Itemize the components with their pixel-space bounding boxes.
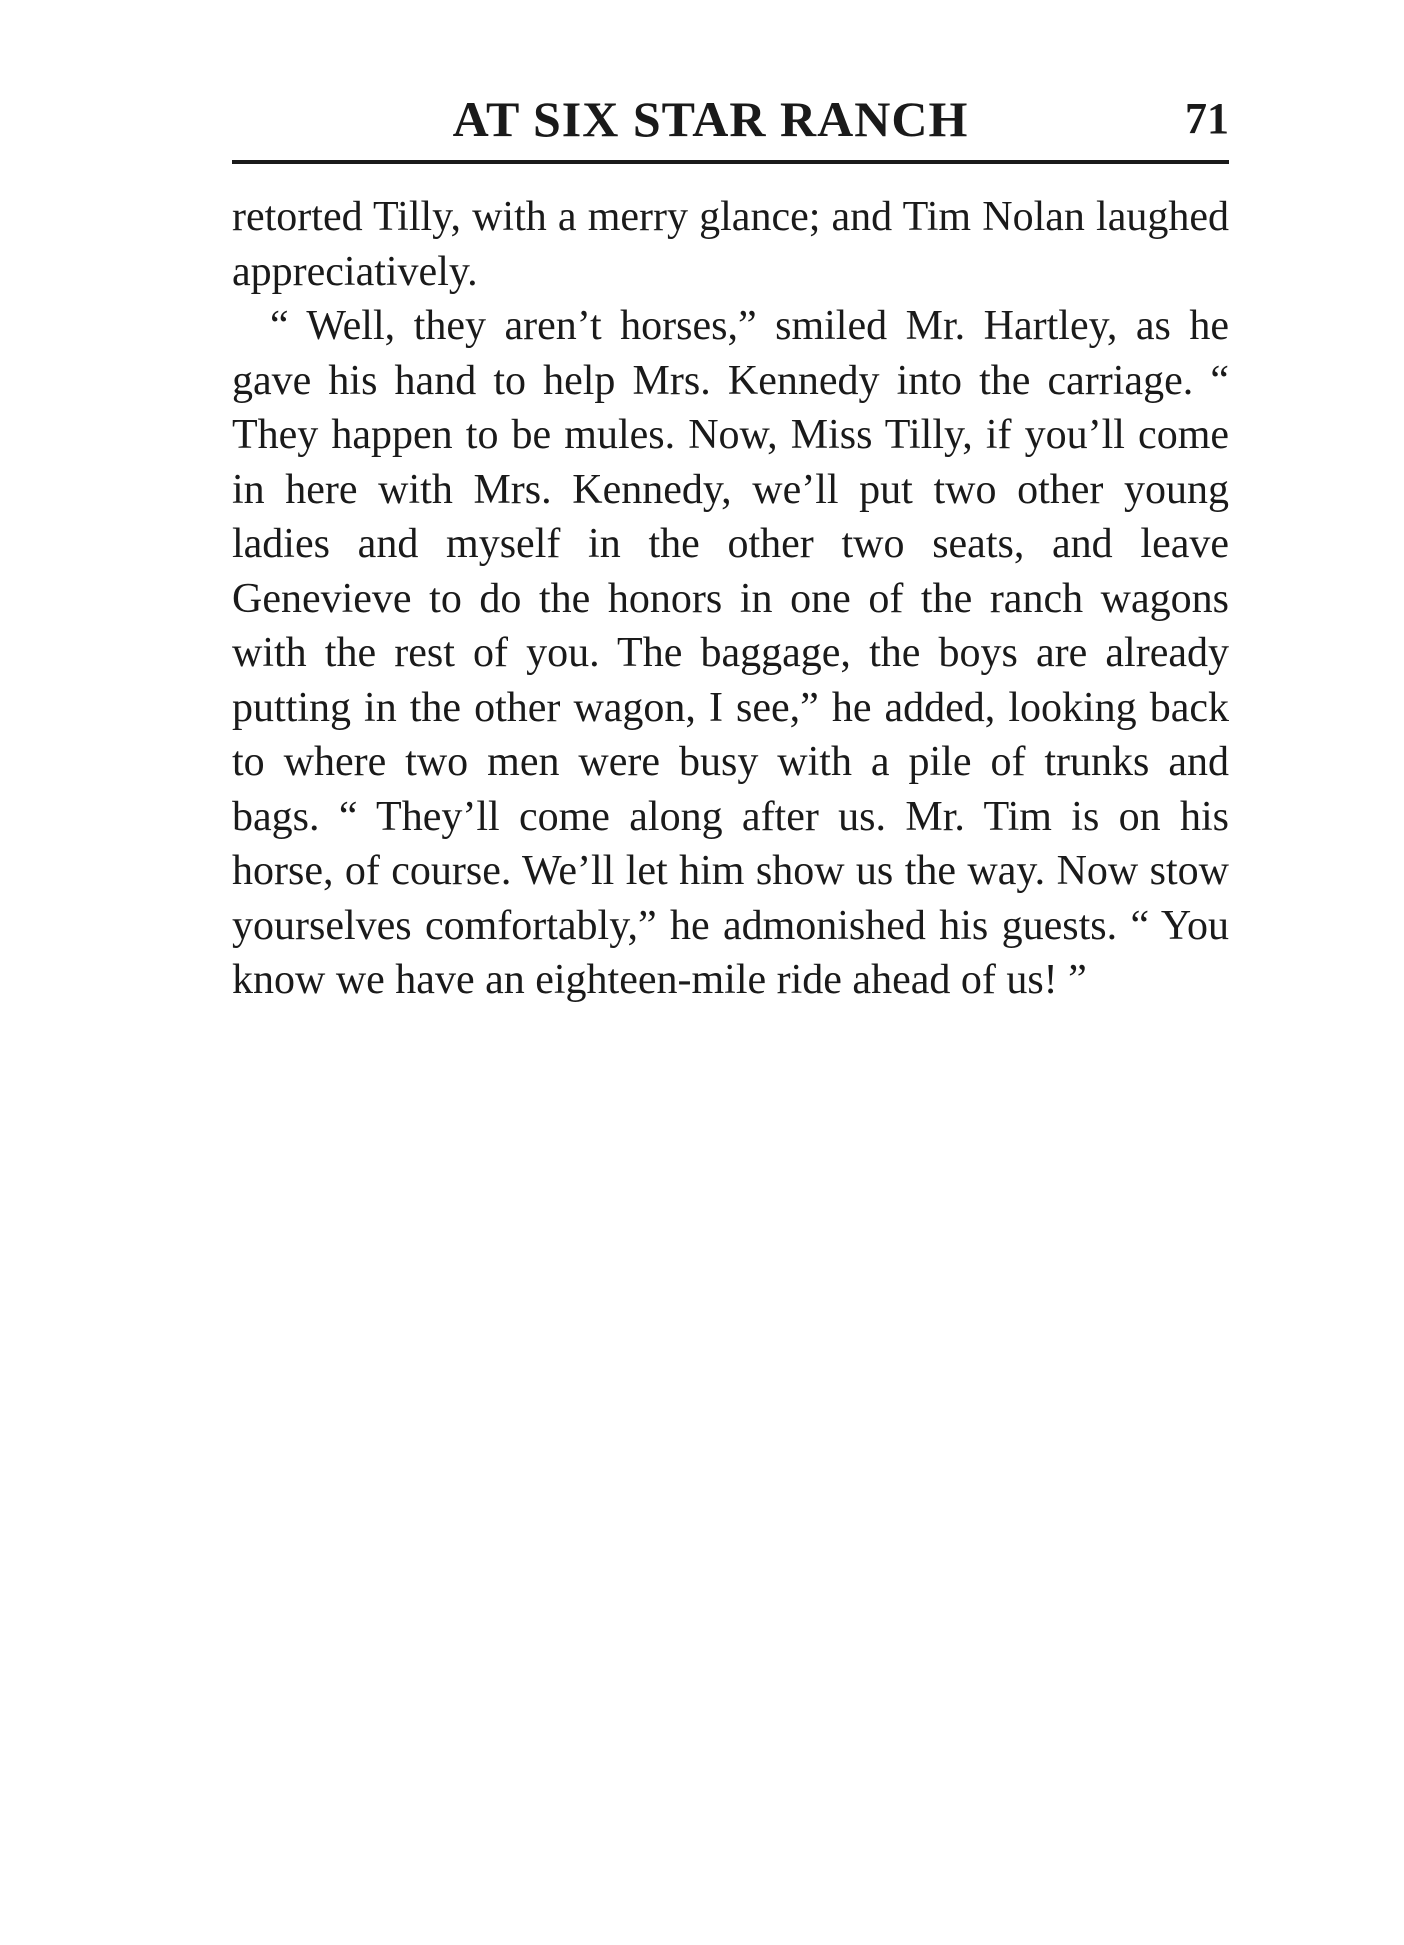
paragraph-continuation: retorted Tilly, with a merry glance; and Tim Nolan laughed appreciatively. — [232, 194, 1229, 295]
running-head — [232, 88, 1229, 150]
running-title: AT SIX STAR RANCH — [452, 91, 969, 147]
header-rule — [232, 160, 1229, 164]
page-number: 71 — [1185, 94, 1229, 143]
paragraph-dialogue: “ Well, they aren’t horses,” smiled Mr. Hartley, as he gave his hand to help Mrs. Kennedy into the carriage. “ They happen to be mules. Now, Miss Tilly, if you’ll come in here with Mrs. Kennedy, we’ll put two other young ladies and myself in the other two seats, and leave Genevieve to do the honors in one of the ranch wagons with the rest of you. The baggage, the boys are already putting in the other wagon, I see,” he added, looking back to where two men were busy with a pile of trunks and bags. “ They’ll come along after us. Mr. Tim is on his horse, of course. We’ll let him show us the way. Now stow yourselves comfortably,” he admonished his guests. “ You know we have an eighteen-mile ride ahead of us! ” — [232, 303, 1229, 1003]
body-text — [232, 190, 1229, 1008]
